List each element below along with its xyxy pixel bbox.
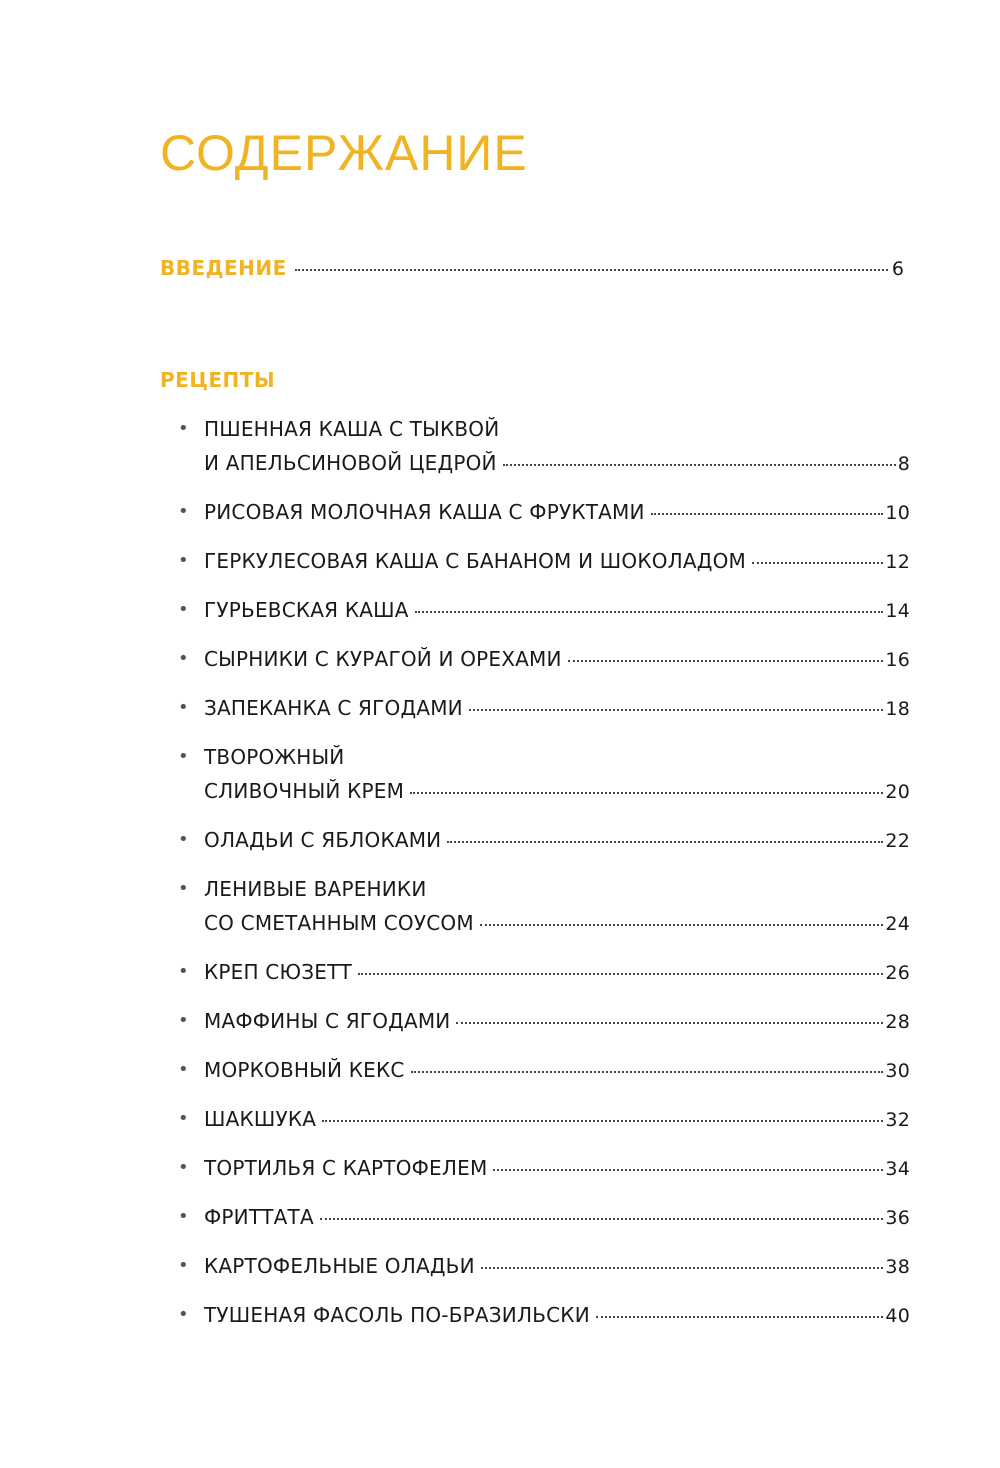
toc-entry-title: ТУШЕНАЯ ФАСОЛЬ ПО-БРАЗИЛЬСКИ bbox=[204, 1303, 590, 1327]
toc-entry-row bbox=[204, 1053, 910, 1088]
bullet-icon: • bbox=[178, 878, 189, 899]
bullet-icon: • bbox=[178, 1304, 189, 1325]
toc-entry-page: 36 bbox=[885, 1207, 910, 1229]
toc-entry[interactable] bbox=[160, 1151, 910, 1186]
toc-entry-row bbox=[204, 495, 910, 530]
toc-entry-page: 16 bbox=[885, 649, 910, 671]
bullet-icon: • bbox=[178, 697, 189, 718]
dot-leader bbox=[295, 269, 888, 271]
toc-entry-row bbox=[204, 593, 910, 628]
dot-leader bbox=[480, 924, 884, 926]
toc-entry[interactable] bbox=[160, 495, 910, 530]
bullet-icon: • bbox=[178, 1206, 189, 1227]
toc-entry[interactable] bbox=[160, 1200, 910, 1235]
bullet-icon: • bbox=[178, 501, 189, 522]
toc-entry-page: 8 bbox=[897, 453, 910, 475]
toc-entry-page: 30 bbox=[885, 1060, 910, 1082]
bullet-icon: • bbox=[178, 550, 189, 571]
toc-entry-row bbox=[204, 1151, 910, 1186]
toc-entry[interactable] bbox=[160, 740, 910, 809]
toc-entry[interactable] bbox=[160, 823, 910, 858]
toc-entry-title: КАРТОФЕЛЬНЫЕ ОЛАДЬИ bbox=[204, 1254, 475, 1278]
toc-entry-row bbox=[204, 544, 910, 579]
dot-leader bbox=[651, 513, 884, 515]
toc-entry[interactable] bbox=[160, 1298, 910, 1333]
toc-entry-row bbox=[204, 1249, 910, 1284]
toc-entry-row bbox=[204, 1200, 910, 1235]
toc-entry-title: КРЕП СЮЗЕТТ bbox=[204, 960, 352, 984]
bullet-icon: • bbox=[178, 1108, 189, 1129]
bullet-icon: • bbox=[178, 1010, 189, 1031]
toc-entry-title: РИСОВАЯ МОЛОЧНАЯ КАША С ФРУКТАМИ bbox=[204, 500, 645, 524]
dot-leader bbox=[415, 611, 884, 613]
toc-entry-row bbox=[204, 1004, 910, 1039]
bullet-icon: • bbox=[178, 418, 189, 439]
toc-entry-page: 32 bbox=[885, 1109, 910, 1131]
toc-entry-page: 20 bbox=[885, 781, 910, 803]
toc-entry-title: МАФФИНЫ С ЯГОДАМИ bbox=[204, 1009, 451, 1033]
toc-entry[interactable] bbox=[160, 872, 910, 941]
dot-leader bbox=[568, 660, 884, 662]
toc-entry[interactable] bbox=[160, 1004, 910, 1039]
toc-entry-row bbox=[204, 446, 910, 481]
toc-entry-title: И АПЕЛЬСИНОВОЙ ЦЕДРОЙ bbox=[204, 451, 497, 475]
toc-entry[interactable] bbox=[160, 1249, 910, 1284]
toc-entry-title: СО СМЕТАННЫМ СОУСОМ bbox=[204, 911, 474, 935]
dot-leader bbox=[320, 1218, 884, 1220]
bullet-icon: • bbox=[178, 1059, 189, 1080]
toc-entry-row bbox=[204, 774, 910, 809]
toc-entry-page: 18 bbox=[885, 698, 910, 720]
toc-entry-title: ШАКШУКА bbox=[204, 1107, 317, 1131]
toc-entry-row bbox=[204, 691, 910, 726]
dot-leader bbox=[752, 562, 883, 564]
toc-entry-page: 22 bbox=[885, 830, 910, 852]
toc-entry-title: ОЛАДЬИ С ЯБЛОКАМИ bbox=[204, 828, 442, 852]
dot-leader bbox=[469, 709, 884, 711]
toc-entry-page: 10 bbox=[885, 502, 910, 524]
toc-entry-intro[interactable] bbox=[160, 256, 904, 290]
toc-entry-row bbox=[204, 642, 910, 677]
toc-entry[interactable] bbox=[160, 544, 910, 579]
toc-entry-title: ЗАПЕКАНКА С ЯГОДАМИ bbox=[204, 696, 463, 720]
bullet-icon: • bbox=[178, 1157, 189, 1178]
toc-entry-row bbox=[204, 955, 910, 990]
toc-entry-title-line1: ЛЕНИВЫЕ ВАРЕНИКИ bbox=[204, 877, 427, 901]
toc-entry[interactable] bbox=[160, 642, 910, 677]
toc-entry-title-line1: ТВОРОЖНЫЙ bbox=[204, 745, 345, 769]
toc-entry-row bbox=[204, 1298, 910, 1333]
toc-entry-title: СЫРНИКИ С КУРАГОЙ И ОРЕХАМИ bbox=[204, 647, 562, 671]
toc-entry-title: ФРИТТАТА bbox=[204, 1205, 314, 1229]
bullet-icon: • bbox=[178, 648, 189, 669]
bullet-icon: • bbox=[178, 829, 189, 850]
dot-leader bbox=[503, 464, 896, 466]
dot-leader bbox=[493, 1169, 883, 1171]
bullet-icon: • bbox=[178, 1255, 189, 1276]
toc-entry[interactable] bbox=[160, 691, 910, 726]
toc-entry-row bbox=[204, 823, 910, 858]
toc-entry-title: ГЕРКУЛЕСОВАЯ КАША С БАНАНОМ И ШОКОЛАДОМ bbox=[204, 549, 746, 573]
toc-entry-page: 38 bbox=[885, 1256, 910, 1278]
recipe-list bbox=[160, 412, 910, 1347]
toc-entry[interactable] bbox=[160, 593, 910, 628]
dot-leader bbox=[596, 1316, 884, 1318]
bullet-icon: • bbox=[178, 746, 189, 767]
toc-entry-row bbox=[204, 906, 910, 941]
bullet-icon: • bbox=[178, 599, 189, 620]
dot-leader bbox=[322, 1120, 883, 1122]
dot-leader bbox=[410, 792, 883, 794]
dot-leader bbox=[481, 1267, 884, 1269]
toc-entry-page: 34 bbox=[885, 1158, 910, 1180]
dot-leader bbox=[358, 973, 883, 975]
toc-entry-page: 40 bbox=[885, 1305, 910, 1327]
toc-entry-title-line1: ПШЕННАЯ КАША С ТЫКВОЙ bbox=[204, 417, 500, 441]
toc-entry[interactable] bbox=[160, 1102, 910, 1137]
dot-leader bbox=[456, 1022, 883, 1024]
toc-entry-title: ТОРТИЛЬЯ С КАРТОФЕЛЕМ bbox=[204, 1156, 488, 1180]
section-heading-recipes: РЕЦЕПТЫ bbox=[160, 368, 276, 392]
toc-entry[interactable] bbox=[160, 412, 910, 481]
toc-entry-row bbox=[204, 1102, 910, 1137]
toc-entry-page: 14 bbox=[885, 600, 910, 622]
toc-entry-page: 28 bbox=[885, 1011, 910, 1033]
toc-entry[interactable] bbox=[160, 955, 910, 990]
dot-leader bbox=[447, 841, 883, 843]
bullet-icon: • bbox=[178, 961, 189, 982]
toc-entry-page: 24 bbox=[885, 913, 910, 935]
toc-entry[interactable] bbox=[160, 1053, 910, 1088]
toc-entry-title: ГУРЬЕВСКАЯ КАША bbox=[204, 598, 409, 622]
dot-leader bbox=[411, 1071, 884, 1073]
toc-entry-title: МОРКОВНЫЙ КЕКС bbox=[204, 1058, 405, 1082]
toc-entry-page: 26 bbox=[885, 962, 910, 984]
toc-entry-title: СЛИВОЧНЫЙ КРЕМ bbox=[204, 779, 405, 803]
toc-entry-intro-page: 6 bbox=[891, 258, 904, 280]
page-title: СОДЕРЖАНИЕ bbox=[160, 125, 528, 181]
toc-entry-intro-label: ВВЕДЕНИЕ bbox=[160, 256, 287, 280]
toc-entry-page: 12 bbox=[885, 551, 910, 573]
